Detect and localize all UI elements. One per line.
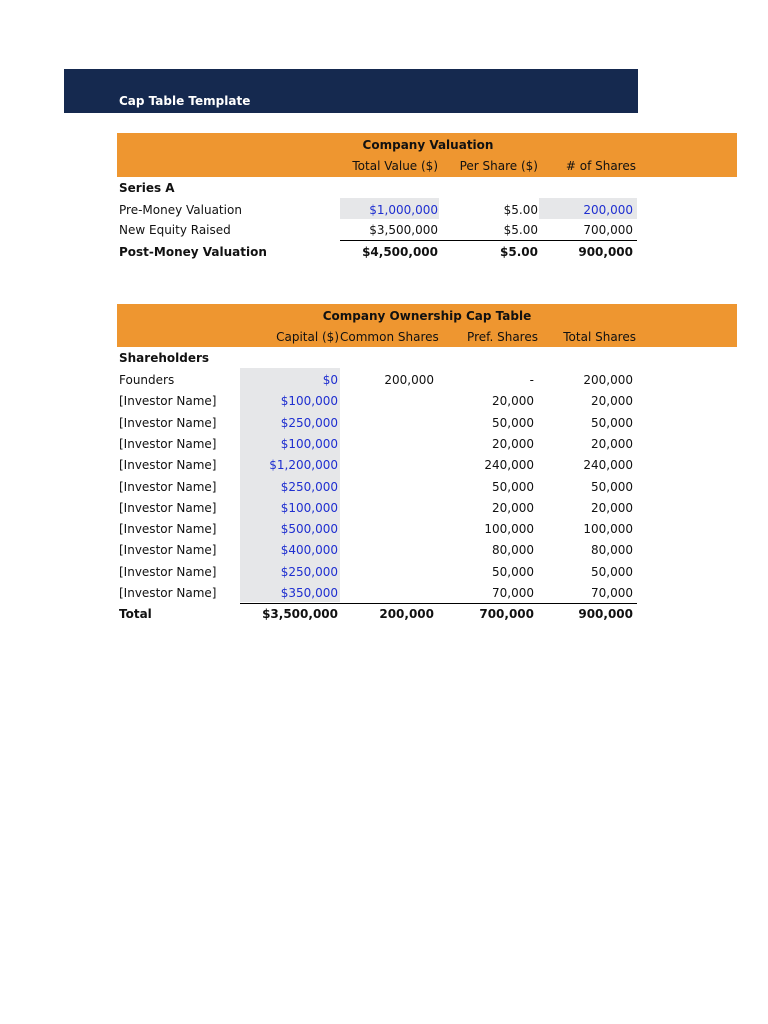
total-divider xyxy=(340,240,637,241)
col-pref-shares: Pref. Shares xyxy=(467,330,538,344)
pre-money-shares[interactable]: 200,000 xyxy=(583,203,633,217)
shareholder-capital[interactable]: $250,000 xyxy=(280,416,338,430)
shareholder-name: [Investor Name] xyxy=(119,543,217,557)
pre-money-total-value[interactable]: $1,000,000 xyxy=(369,203,438,217)
shareholder-total-shares: 20,000 xyxy=(591,437,633,451)
shareholder-pref-shares: 100,000 xyxy=(484,522,534,536)
shareholder-pref-shares: 50,000 xyxy=(492,416,534,430)
shareholder-total-shares: 50,000 xyxy=(591,480,633,494)
shareholder-pref-shares: 20,000 xyxy=(492,437,534,451)
post-money-shares: 900,000 xyxy=(578,245,633,259)
shareholder-pref-shares: 20,000 xyxy=(492,501,534,515)
shareholder-total-shares: 20,000 xyxy=(591,394,633,408)
shareholder-pref-shares: 240,000 xyxy=(484,458,534,472)
ownership-total-divider xyxy=(240,603,637,604)
shareholder-total-shares: 240,000 xyxy=(583,458,633,472)
valuation-heading: Company Valuation xyxy=(362,138,494,152)
col-num-shares: # of Shares xyxy=(565,159,636,173)
col-total-value: Total Value ($) xyxy=(352,159,438,173)
shareholder-pref-shares: 50,000 xyxy=(492,480,534,494)
shareholder-pref-shares: - xyxy=(529,373,534,387)
shareholder-capital[interactable]: $350,000 xyxy=(280,586,338,600)
page-title: Cap Table Template xyxy=(119,94,251,108)
shareholder-pref-shares: 80,000 xyxy=(492,543,534,557)
shareholder-name: [Investor Name] xyxy=(119,565,217,579)
new-equity-label: New Equity Raised xyxy=(119,223,231,237)
new-equity-shares: 700,000 xyxy=(583,223,633,237)
pre-money-per-share: $5.00 xyxy=(503,203,538,217)
shareholder-total-shares: 50,000 xyxy=(591,416,633,430)
col-total-shares: Total Shares xyxy=(563,330,636,344)
shareholder-total-shares: 100,000 xyxy=(583,522,633,536)
shareholder-total-shares: 70,000 xyxy=(591,586,633,600)
shareholder-name: [Investor Name] xyxy=(119,416,217,430)
series-label: Series A xyxy=(119,181,175,195)
shareholder-name: [Investor Name] xyxy=(119,586,217,600)
shareholder-capital[interactable]: $1,200,000 xyxy=(269,458,338,472)
ownership-total-label: Total xyxy=(119,607,152,621)
shareholder-name: [Investor Name] xyxy=(119,480,217,494)
ownership-total-capital: $3,500,000 xyxy=(262,607,338,621)
shareholder-pref-shares: 20,000 xyxy=(492,394,534,408)
shareholder-capital[interactable]: $400,000 xyxy=(280,543,338,557)
shareholder-capital[interactable]: $100,000 xyxy=(280,501,338,515)
shareholder-capital[interactable]: $100,000 xyxy=(280,394,338,408)
shareholder-capital[interactable]: $500,000 xyxy=(280,522,338,536)
col-capital: Capital ($) xyxy=(276,330,339,344)
shareholder-capital[interactable]: $250,000 xyxy=(280,565,338,579)
ownership-total-pref: 700,000 xyxy=(479,607,534,621)
shareholder-name: [Investor Name] xyxy=(119,501,217,515)
post-money-label: Post-Money Valuation xyxy=(119,245,267,259)
shareholder-total-shares: 80,000 xyxy=(591,543,633,557)
new-equity-per-share: $5.00 xyxy=(503,223,538,237)
post-money-total-value: $4,500,000 xyxy=(362,245,438,259)
shareholder-name: [Investor Name] xyxy=(119,522,217,536)
col-common-shares: Common Shares xyxy=(340,330,439,344)
shareholder-total-shares: 200,000 xyxy=(583,373,633,387)
shareholder-capital[interactable]: $250,000 xyxy=(280,480,338,494)
shareholder-name: Founders xyxy=(119,373,175,387)
shareholder-common-shares: 200,000 xyxy=(384,373,434,387)
col-per-share: Per Share ($) xyxy=(459,159,538,173)
shareholder-pref-shares: 70,000 xyxy=(492,586,534,600)
ownership-heading: Company Ownership Cap Table xyxy=(322,309,532,323)
shareholder-name: [Investor Name] xyxy=(119,394,217,408)
shareholder-capital[interactable]: $0 xyxy=(322,373,338,387)
ownership-total-common: 200,000 xyxy=(379,607,434,621)
shareholder-pref-shares: 50,000 xyxy=(492,565,534,579)
shareholder-name: [Investor Name] xyxy=(119,437,217,451)
post-money-per-share: $5.00 xyxy=(500,245,538,259)
shareholder-total-shares: 20,000 xyxy=(591,501,633,515)
new-equity-total-value: $3,500,000 xyxy=(369,223,438,237)
ownership-total-shares: 900,000 xyxy=(578,607,633,621)
shareholder-total-shares: 50,000 xyxy=(591,565,633,579)
shareholder-name: [Investor Name] xyxy=(119,458,217,472)
shareholder-capital[interactable]: $100,000 xyxy=(280,437,338,451)
pre-money-label: Pre-Money Valuation xyxy=(119,203,242,217)
shareholders-label: Shareholders xyxy=(119,351,210,365)
